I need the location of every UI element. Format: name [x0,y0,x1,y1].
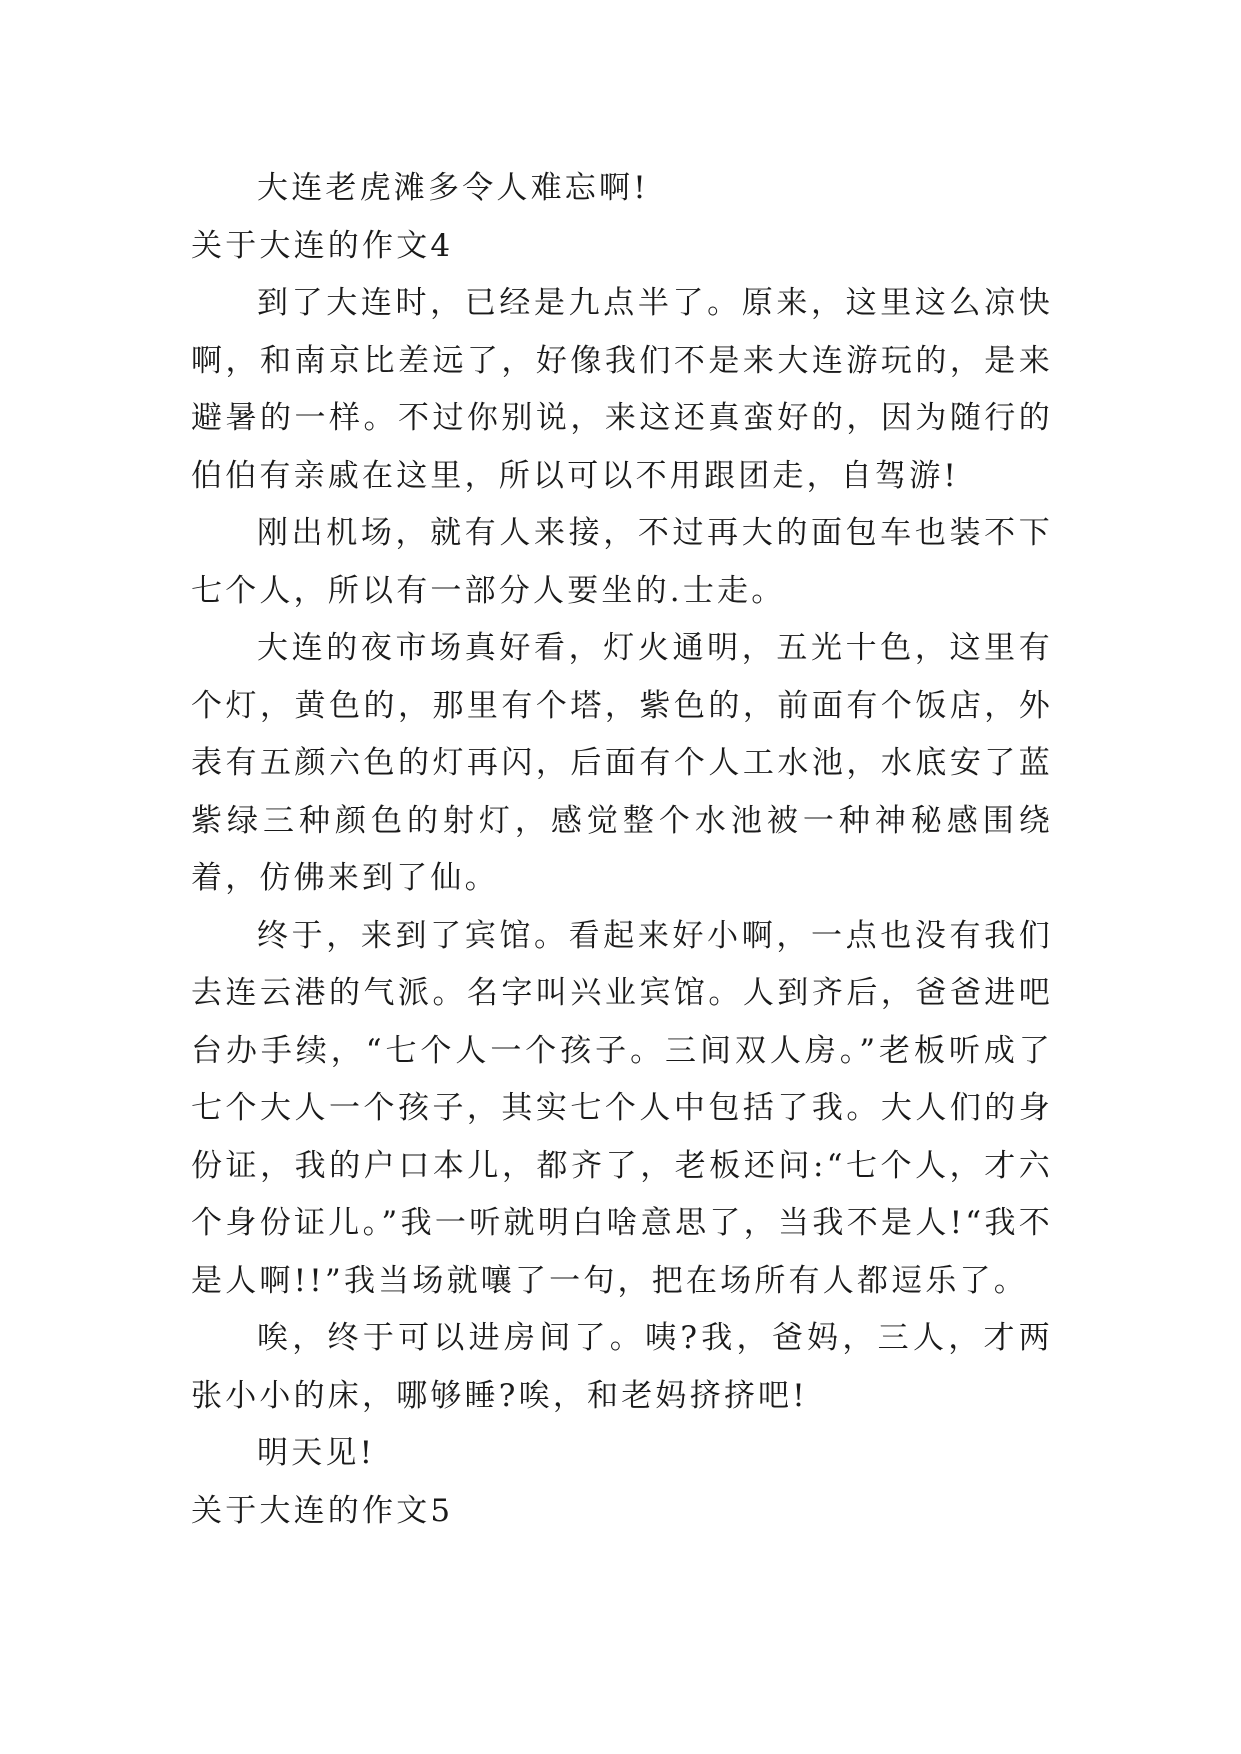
paragraph: 大连的夜市场真好看，灯火通明，五光十色，这里有个灯，黄色的，那里有个塔，紫色的，前面有个饭店，外表有五颜六色的灯再闪，后面有个人工水池，水底安了蓝紫绿三种颜色的射灯，感觉整个水池被一种神秘感围绕着，仿佛来到了仙。 [191,630,1053,896]
paragraph: 到了大连时，已经是九点半了。原来，这里这么凉快啊，和南京比差远了，好像我们不是来大连游玩的，是来避暑的一样。不过你别说，来这还真蛮好的，因为随行的伯伯有亲戚在这里，所以可以不用跟团走，自驾游! [191,285,1053,494]
essay-heading: 关于大连的作文5 [191,1492,454,1529]
essay-heading: 关于大连的作文4 [191,227,454,264]
paragraph: 大连老虎滩多令人难忘啊! [257,170,649,206]
paragraph: 唉，终于可以进房间了。咦?我，爸妈，三人，才两张小小的床，哪够睡?唉，和老妈挤挤吧! [191,1320,1053,1414]
paragraph: 刚出机场，就有人来接，不过再大的面包车也装不下七个人，所以有一部分人要坐的.士走。 [191,515,1053,609]
paragraph: 明天见! [257,1435,376,1471]
document-body [191,160,1053,1540]
paragraph: 终于，来到了宾馆。看起来好小啊，一点也没有我们去连云港的气派。名字叫兴业宾馆。人到齐后，爸爸进吧台办手续，“七个人一个孩子。三间双人房。”老板听成了七个大人一个孩子，其实七个人中包括了我。大人们的身份证，我的户口本儿，都齐了，老板还问:“七个人，才六个身份证儿。”我一听就明白啥意思了，当我不是人!“我不是人啊!!”我当场就嚷了一句，把在场所有人都逗乐了。 [191,917,1053,1299]
